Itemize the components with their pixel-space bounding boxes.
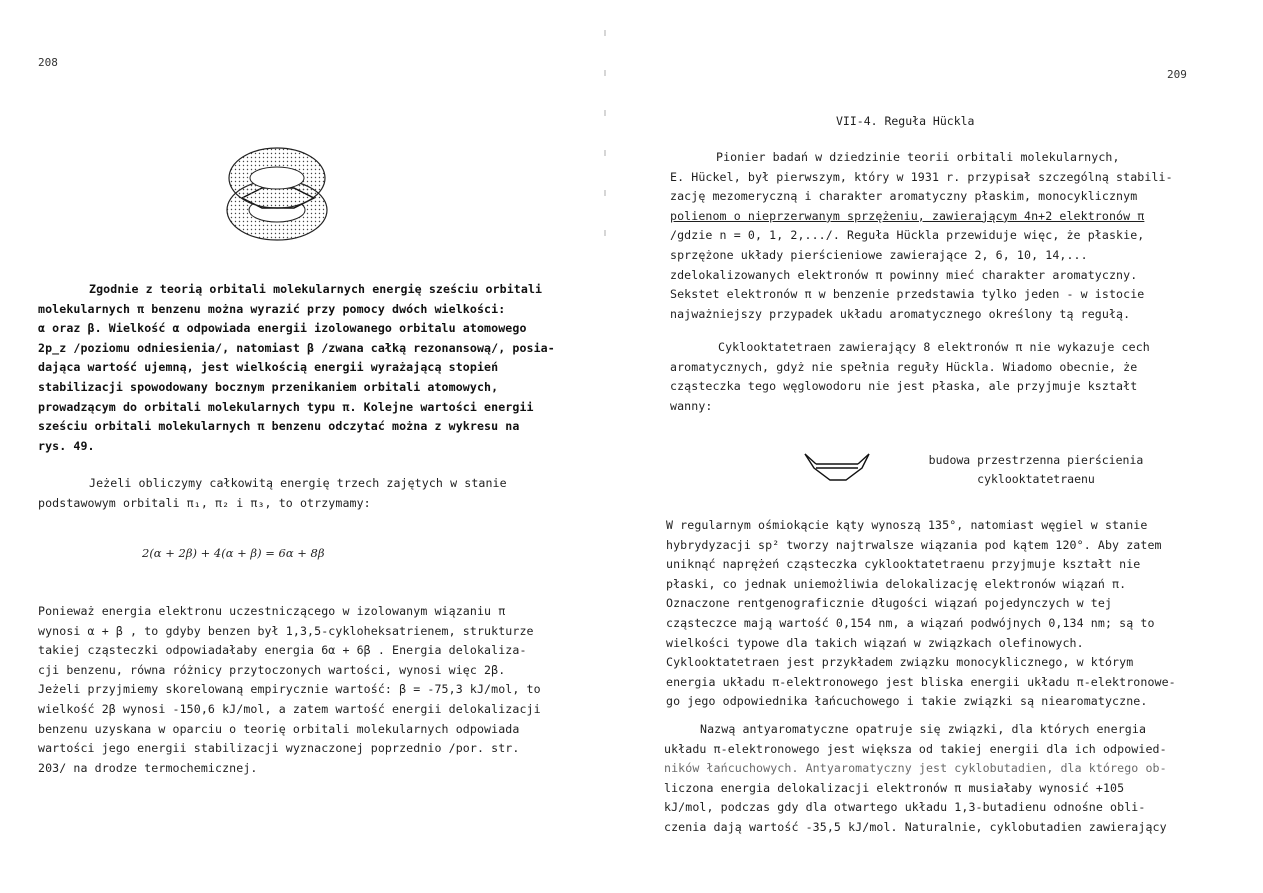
text-line: polienom o nieprzerwanym sprzężeniu, zawierającym 4n+2 elektronów π bbox=[670, 208, 1145, 223]
text-line: molekularnych π benzenu można wyrazić przy pomocy dwóch wielkości: bbox=[38, 301, 506, 316]
right-page-number: 209 bbox=[1167, 68, 1187, 81]
cyclooctatetraene-structure bbox=[802, 448, 872, 488]
text-line: wanny: bbox=[670, 398, 713, 413]
text-line: zdelokalizowanych elektronów π powinny mieć charakter aromatyczny. bbox=[670, 267, 1138, 282]
left-page-number: 208 bbox=[38, 56, 58, 69]
text-line: Pionier badań w dziedzinie teorii orbitali molekularnych, bbox=[716, 150, 1120, 164]
energy-formula: 2(α + 2β) + 4(α + β) = 6α + 8β bbox=[142, 546, 325, 560]
text-line: rys. 49. bbox=[38, 438, 95, 453]
text-line: cząsteczka tego węglowodoru nie jest płaska, ale przyjmuje kształt bbox=[670, 379, 1138, 394]
text-line: Cyklooktatetraen zawierający 8 elektronów π nie wykazuje cech bbox=[718, 340, 1150, 354]
benzene-orbital-illustration bbox=[222, 140, 332, 246]
text-line: 203/ na drodze termochemicznej. bbox=[38, 760, 258, 775]
text-line: cząsteczce mają wartość 0,154 nm, a wiązań podwójnych 0,134 nm; są to bbox=[666, 615, 1155, 630]
left-paragraph-3 bbox=[38, 602, 541, 778]
text-line: Jeżeli obliczymy całkowitą energię trzech zajętych w stanie bbox=[89, 476, 507, 490]
text-line: /gdzie n = 0, 1, 2,.../. Reguła Hückla przewiduje więc, że płaskie, bbox=[670, 228, 1145, 243]
text-line: najważniejszy przypadek układu aromatycznego określony tą regułą. bbox=[670, 306, 1131, 321]
text-line: wielkość 2β wynosi -150,6 kJ/mol, a zatem wartość energii delokalizacji bbox=[38, 701, 541, 716]
left-paragraph-1 bbox=[38, 280, 555, 456]
text-line: cji benzenu, równa różnicy przytoczonych wartości, wynosi więc 2β. bbox=[38, 662, 506, 677]
text-line: liczona energia delokalizacji elektronów π musiałaby wynosić +105 bbox=[664, 780, 1125, 795]
text-line: Zgodnie z teorią orbitali molekularnych energię sześciu orbitali bbox=[89, 282, 543, 296]
text-line: podstawowym orbitali π₁, π₂ i π₃, to otrzymamy: bbox=[38, 495, 371, 510]
right-paragraph-3 bbox=[666, 516, 1176, 712]
text-line: sprzężone układy pierścieniowe zawierające 2, 6, 10, 14,... bbox=[670, 247, 1088, 262]
text-line: stabilizacji spowodowany bocznym przenikaniem orbitali atomowych, bbox=[38, 379, 499, 394]
text-line: sześciu orbitali molekularnych π benzenu odczytać można z wykresu na bbox=[38, 419, 520, 434]
right-paragraph-4 bbox=[664, 720, 1167, 838]
text-line: dająca wartość ujemną, jest wielkością energii wyrażającą stopień bbox=[38, 360, 499, 375]
text-line: E. Hückel, był pierwszym, który w 1931 r. przypisał szczególną stabili- bbox=[670, 169, 1173, 184]
right-paragraph-1 bbox=[670, 148, 1173, 324]
left-paragraph-2 bbox=[38, 474, 507, 513]
text-line: Sekstet elektronów π w benzenie przedstawia tylko jeden - w istocie bbox=[670, 287, 1145, 302]
right-paragraph-2 bbox=[670, 338, 1150, 416]
text-line: wynosi α + β , to gdyby benzen był 1,3,5-cykloheksatrienem, strukturze bbox=[38, 623, 534, 638]
text-line: W regularnym ośmiokącie kąty wynoszą 135°, natomiast węgiel w stanie bbox=[666, 518, 1148, 532]
caption-line: budowa przestrzenna pierścienia bbox=[928, 453, 1144, 467]
text-line: hybrydyzacji sp² tworzy najtrwalsze wiązania pod kątem 120°. Aby zatem bbox=[666, 537, 1162, 552]
text-line: Cyklooktatetraen jest przykładem związku monocyklicznego, w którym bbox=[666, 655, 1134, 670]
text-line: prowadzącym do orbitali molekularnych typu π. Kolejne wartości energii bbox=[38, 399, 534, 414]
text-line: α oraz β. Wielkość α odpowiada energii izolowanego orbitalu atomowego bbox=[38, 321, 527, 336]
text-line: czenia dają wartość -35,5 kJ/mol. Naturalnie, cyklobutadien zawierający bbox=[664, 819, 1167, 834]
text-line: Jeżeli przyjmiemy skorelowaną empirycznie wartość: β = -75,3 kJ/mol, to bbox=[38, 682, 541, 697]
page-gutter bbox=[604, 30, 606, 260]
text-line: płaski, co jednak uniemożliwia delokalizację elektronów wiązań π. bbox=[666, 576, 1127, 591]
right-page bbox=[630, 0, 1263, 893]
text-line: układu π-elektronowego jest większa od takiej energii dla ich odpowied- bbox=[664, 741, 1167, 756]
text-line: aromatycznych, gdyż nie spełnia reguły Hückla. Wiadomo obecnie, że bbox=[670, 359, 1138, 374]
text-line: kJ/mol, podczas gdy dla otwartego układu 1,3-butadienu odnośne obli- bbox=[664, 800, 1146, 815]
text-line: go jego odpowiednika łańcuchowego i takie związki są niearomatyczne. bbox=[666, 694, 1148, 709]
text-line: ników łańcuchowych. Antyaromatyczny jest cyklobutadien, dla którego ob- bbox=[664, 761, 1167, 776]
text-line: energia układu π-elektronowego jest bliska energii układu π-elektronowe- bbox=[666, 674, 1176, 689]
text-line: wielkości typowe dla takich wiązań w związkach olefinowych. bbox=[666, 635, 1084, 650]
caption-line: cyklooktatetraenu bbox=[977, 472, 1095, 486]
text-line: Oznaczone rentgenograficznie długości wiązań pojedynczych w tej bbox=[666, 596, 1113, 611]
text-line: Nazwą antyaromatyczne opatruje się związki, dla których energia bbox=[700, 722, 1147, 736]
text-line: Ponieważ energia elektronu uczestniczącego w izolowanym wiązaniu π bbox=[38, 604, 506, 618]
section-heading: VII-4. Reguła Hückla bbox=[836, 114, 975, 128]
text-line: benzenu uzyskana w oparciu o teorię orbitali molekularnych odpowiada bbox=[38, 721, 520, 736]
text-line: zację mezomeryczną i charakter aromatyczny płaskim, monocyklicznym bbox=[670, 189, 1138, 204]
text-line: 2p_z /poziomu odniesienia/, natomiast β /zwana całką rezonansową/, posia- bbox=[38, 340, 555, 355]
left-page bbox=[0, 0, 600, 893]
text-line: wartości jego energii stabilizacji wyznaczonej poprzednio /por. str. bbox=[38, 741, 520, 756]
text-line: uniknąć naprężeń cząsteczka cyklooktatetraenu przyjmuje kształt nie bbox=[666, 557, 1141, 572]
text-line: takiej cząsteczki odpowiadałaby energia 6α + 6β . Energia delokaliza- bbox=[38, 643, 527, 658]
structure-caption bbox=[916, 451, 1156, 489]
